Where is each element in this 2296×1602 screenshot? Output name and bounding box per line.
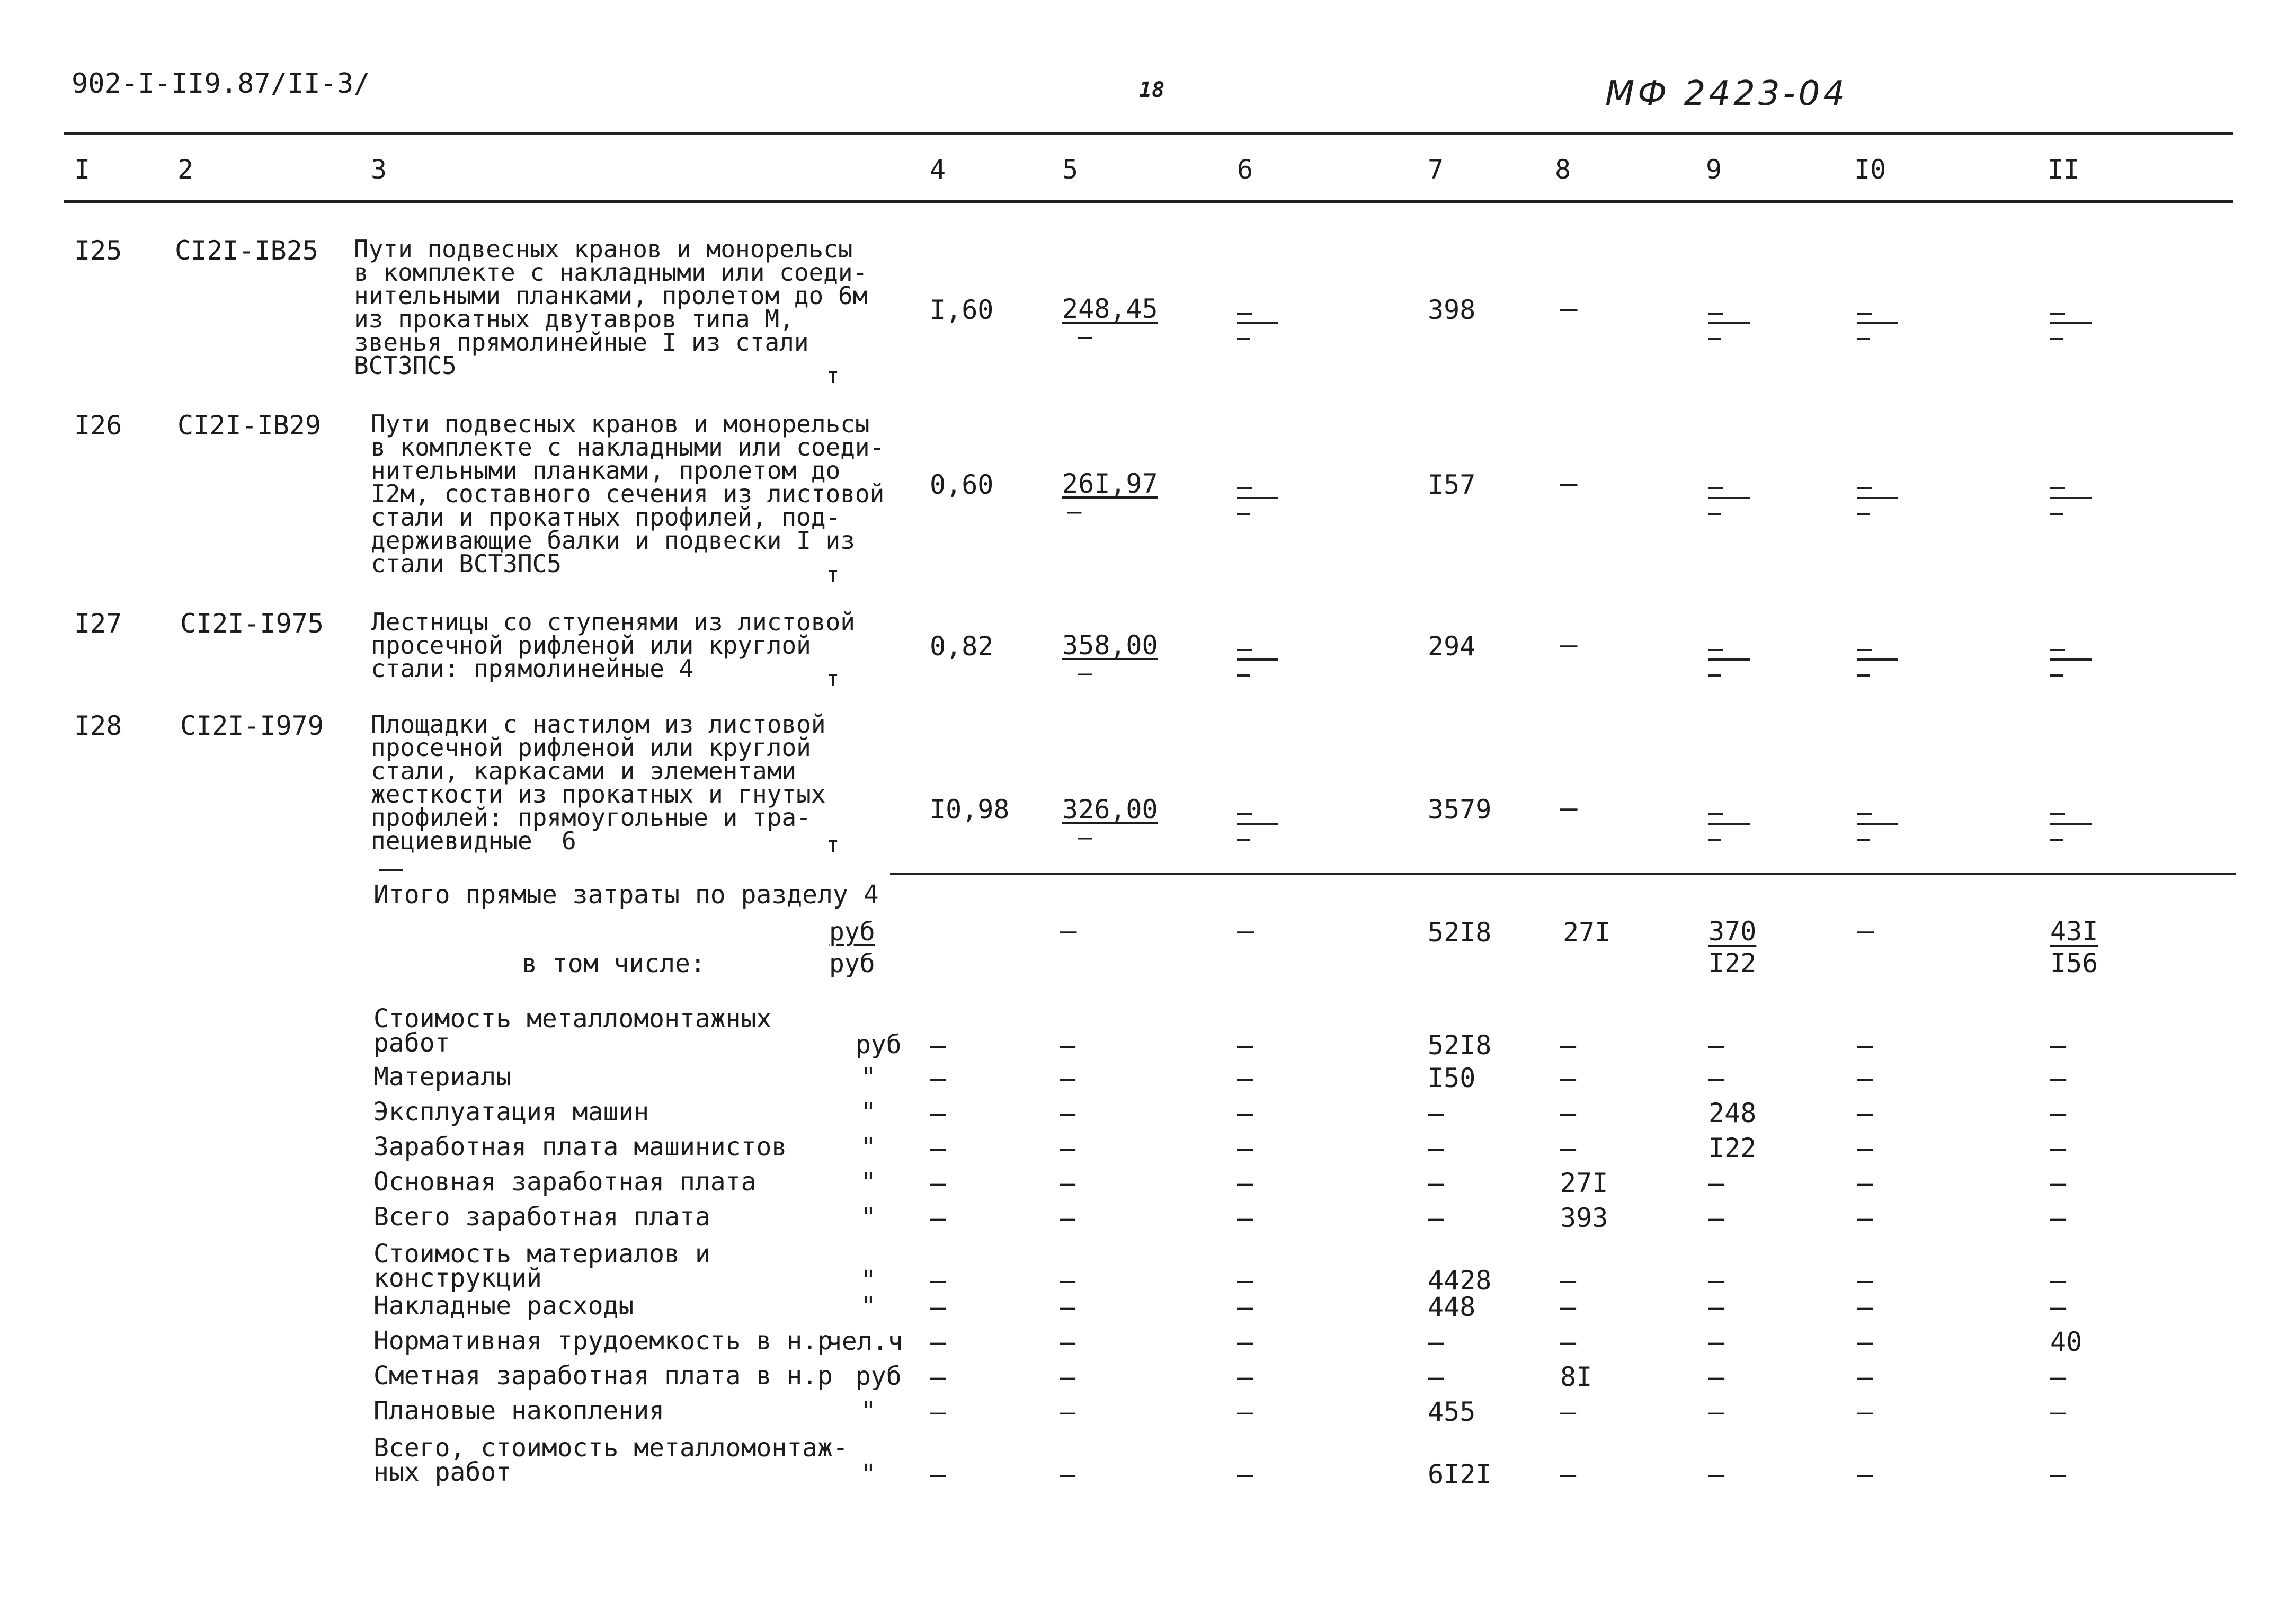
summary-c4: –: [930, 1292, 946, 1322]
row-col8-value: –: [1560, 628, 1578, 661]
row-price: 358,00 –: [1062, 630, 1158, 687]
summary-c7: 6I2I: [1428, 1459, 1492, 1490]
col-header-8: 8: [1555, 154, 1571, 185]
summary-c7: I50: [1428, 1063, 1476, 1093]
row-quantity: I,60: [930, 295, 994, 325]
handwritten-stamp: МФ 2423-04: [1605, 74, 1848, 113]
summary-c7: –: [1428, 1168, 1444, 1198]
summary-unit: ": [861, 1133, 876, 1162]
summary-c8: 393: [1560, 1203, 1608, 1233]
summary-c10: –: [1857, 1203, 1873, 1233]
row-col7-value: 398: [1428, 295, 1476, 325]
summary-label: Всего, стоимость металломонтаж- ных работ: [373, 1433, 848, 1487]
row-col8-value: –: [1560, 466, 1578, 500]
summary-c10: –: [1857, 1292, 1873, 1322]
row-description: Площадки с настилом из листовой просечной рифленой или круглой стали, каркасами и элементами жесткости из прокатных и гнутых профилей: прямоугольные и тра- пециевидные 6: [371, 710, 826, 855]
summary-c11: –: [2050, 1030, 2067, 1061]
row-quantity: I0,98: [930, 794, 1010, 825]
row-col7-value: I57: [1428, 469, 1476, 500]
summary-c4: –: [930, 1030, 946, 1061]
col-header-3: 3: [371, 154, 387, 185]
row-col11-fraction-dashes: [2050, 803, 2098, 845]
summary-c9: 248: [1708, 1098, 1757, 1128]
summary-c8: –: [1560, 1396, 1577, 1427]
summary-c8: –: [1560, 1292, 1577, 1322]
summary-c5: –: [1060, 1168, 1076, 1198]
summary-c10: –: [1857, 1133, 1873, 1163]
col-header-9: 9: [1706, 154, 1722, 185]
row-code: CI2I-IB29: [177, 410, 321, 441]
summary-c11: –: [2050, 1063, 2067, 1093]
summary-c4: –: [930, 1327, 946, 1357]
summary-c9: –: [1708, 1396, 1725, 1427]
summary-c7: 52I8: [1428, 1030, 1492, 1061]
summary-c5: –: [1060, 1265, 1076, 1296]
summary-c8: –: [1560, 1063, 1577, 1093]
summary-c5: –: [1060, 1396, 1076, 1427]
header-top-rule: [64, 132, 2233, 135]
total-col5: –: [1060, 914, 1077, 947]
row-price: 326,00 –: [1062, 794, 1158, 851]
summary-unit: ": [861, 1265, 876, 1295]
row-col11-fraction-dashes: [2050, 477, 2098, 519]
col-header-6: 6: [1237, 154, 1253, 185]
summary-c11: –: [2050, 1459, 2067, 1490]
summary-c9: –: [1708, 1063, 1725, 1093]
summary-c10: –: [1857, 1327, 1873, 1357]
col-header-5: 5: [1062, 154, 1079, 185]
summary-c6: –: [1237, 1063, 1253, 1093]
summary-c9: –: [1708, 1265, 1725, 1296]
summary-c4: –: [930, 1361, 946, 1392]
summary-c10: –: [1857, 1459, 1873, 1490]
summary-c5: –: [1060, 1030, 1076, 1061]
row-col7-value: 3579: [1428, 794, 1492, 825]
summary-c6: –: [1237, 1396, 1253, 1427]
summary-unit: руб: [856, 1030, 902, 1060]
summary-c7: 4428: [1428, 1265, 1492, 1296]
summary-unit: ": [861, 1063, 876, 1092]
summary-c9: –: [1708, 1292, 1725, 1322]
summary-c10: –: [1857, 1361, 1873, 1392]
row-col6-fraction-dashes: [1237, 803, 1285, 845]
row-number: I25: [74, 235, 122, 266]
short-rule-mark: [379, 869, 403, 871]
row-unit: т: [826, 364, 840, 388]
summary-c4: –: [930, 1265, 946, 1296]
summary-c11: –: [2050, 1265, 2067, 1296]
summary-unit: ": [861, 1098, 876, 1127]
row-col8-value: –: [1560, 291, 1578, 325]
row-description: Лестницы со ступенями из листовой просечной рифленой или круглой стали: прямолинейные 4: [371, 608, 855, 683]
row-col6-fraction-dashes: [1237, 302, 1285, 344]
row-col10-fraction-dashes: [1857, 803, 1905, 845]
summary-c6: –: [1237, 1265, 1253, 1296]
summary-c6: –: [1237, 1361, 1253, 1392]
summary-c8: –: [1560, 1133, 1577, 1163]
total-unit-bottom: руб: [829, 949, 875, 978]
summary-c5: –: [1060, 1098, 1076, 1128]
summary-c6: –: [1237, 1203, 1253, 1233]
summary-label: Накладные расходы: [373, 1291, 634, 1321]
row-number: I26: [74, 410, 122, 441]
col-header-2: 2: [177, 154, 194, 185]
row-col10-fraction-dashes: [1857, 477, 1905, 519]
summary-c7: –: [1428, 1203, 1444, 1233]
col-header-4: 4: [930, 154, 946, 185]
summary-c4: –: [930, 1459, 946, 1490]
summary-c10: –: [1857, 1030, 1873, 1061]
row-unit: т: [826, 667, 840, 691]
row-col8-value: –: [1560, 791, 1578, 824]
summary-label: Материалы: [373, 1062, 512, 1092]
summary-c9: I22: [1708, 1133, 1757, 1163]
summary-c5: –: [1060, 1327, 1076, 1357]
summary-label: Всего заработная плата: [373, 1202, 710, 1232]
header-bottom-rule: [64, 200, 2233, 203]
summary-c11: –: [2050, 1133, 2067, 1163]
row-col7-value: 294: [1428, 631, 1476, 662]
summary-c10: –: [1857, 1063, 1873, 1093]
section-rule: [890, 873, 2236, 875]
row-number: I27: [74, 608, 122, 639]
summary-c10: –: [1857, 1265, 1873, 1296]
summary-label: Заработная плата машинистов: [373, 1132, 787, 1162]
summary-c7: 448: [1428, 1292, 1476, 1322]
summary-c4: –: [930, 1133, 946, 1163]
total-col10: –: [1857, 914, 1874, 947]
summary-c4: –: [930, 1168, 946, 1198]
total-col7: 52I8: [1428, 917, 1492, 948]
summary-c5: –: [1060, 1292, 1076, 1322]
total-col9-fraction: $\frac{370}{I22}$: [1708, 916, 1757, 978]
row-unit: т: [826, 563, 840, 587]
summary-label: Нормативная трудоемкость в н.р: [373, 1326, 833, 1356]
summary-c5: –: [1060, 1361, 1076, 1392]
row-quantity: 0,82: [930, 631, 994, 662]
row-description: Пути подвесных кранов и монорельсы в комплекте с накладными или соеди- нительными планками, пролетом до 6м из прокатных двутавров типа М, звенья прямолинейные I из стали ВСТ3ПС5: [354, 235, 868, 380]
summary-c8: –: [1560, 1030, 1577, 1061]
row-quantity: 0,60: [930, 469, 994, 500]
summary-c9: –: [1708, 1327, 1725, 1357]
summary-c11: –: [2050, 1203, 2067, 1233]
summary-c7: –: [1428, 1098, 1444, 1128]
summary-c6: –: [1237, 1459, 1253, 1490]
row-code: CI2I-I979: [180, 710, 324, 741]
summary-c7: –: [1428, 1133, 1444, 1163]
row-col10-fraction-dashes: [1857, 638, 1905, 681]
summary-c6: –: [1237, 1133, 1253, 1163]
summary-c6: –: [1237, 1030, 1253, 1061]
row-col6-fraction-dashes: [1237, 477, 1285, 519]
summary-label: Основная заработная плата: [373, 1167, 757, 1197]
summary-c6: –: [1237, 1327, 1253, 1357]
row-col9-fraction-dashes: [1708, 803, 1756, 845]
summary-c9: –: [1708, 1203, 1725, 1233]
summary-c7: 455: [1428, 1396, 1476, 1427]
col-header-1: I: [74, 154, 91, 185]
summary-c10: –: [1857, 1168, 1873, 1198]
total-label: Итого прямые затраты по разделу 4: [373, 880, 879, 910]
summary-label: Стоимость металломонтажных работ: [373, 1004, 772, 1058]
summary-unit: чел.ч: [826, 1327, 903, 1356]
summary-unit: ": [861, 1203, 876, 1232]
row-price: 248,45 –: [1062, 293, 1158, 350]
summary-c11: –: [2050, 1361, 2067, 1392]
summary-c6: –: [1237, 1168, 1253, 1198]
summary-c11: –: [2050, 1396, 2067, 1427]
summary-unit: ": [861, 1396, 876, 1426]
total-unit-top: руб: [829, 917, 875, 947]
summary-c5: –: [1060, 1203, 1076, 1233]
row-col9-fraction-dashes: [1708, 302, 1756, 344]
summary-c6: –: [1237, 1098, 1253, 1128]
summary-c7: –: [1428, 1327, 1444, 1357]
total-col8: 27I: [1563, 917, 1611, 948]
summary-c10: –: [1857, 1098, 1873, 1128]
summary-c7: –: [1428, 1361, 1444, 1392]
summary-c6: –: [1237, 1292, 1253, 1322]
summary-c8: –: [1560, 1459, 1577, 1490]
row-col11-fraction-dashes: [2050, 638, 2098, 681]
summary-c9: –: [1708, 1168, 1725, 1198]
summary-c9: –: [1708, 1459, 1725, 1490]
row-col9-fraction-dashes: [1708, 638, 1756, 681]
row-col11-fraction-dashes: [2050, 302, 2098, 344]
summary-unit: руб: [856, 1361, 902, 1391]
summary-unit: ": [861, 1292, 876, 1321]
summary-c8: –: [1560, 1327, 1577, 1357]
summary-c11: –: [2050, 1098, 2067, 1128]
total-col6: –: [1237, 914, 1254, 947]
row-code: CI2I-I975: [180, 608, 324, 639]
total-col11-fraction: $\frac{43I}{I56}$: [2050, 916, 2098, 978]
summary-c8: 8I: [1560, 1361, 1592, 1392]
col-header-10: I0: [1854, 154, 1886, 185]
summary-c5: –: [1060, 1459, 1076, 1490]
summary-c9: –: [1708, 1361, 1725, 1392]
summary-unit: ": [861, 1459, 876, 1489]
summary-c4: –: [930, 1098, 946, 1128]
row-code: CI2I-IB25: [175, 235, 318, 266]
summary-c11: –: [2050, 1292, 2067, 1322]
document-code: 902-I-II9.87/II-3/: [72, 68, 370, 100]
total-sublabel: в том числе:: [522, 949, 706, 978]
col-header-7: 7: [1428, 154, 1444, 185]
row-col9-fraction-dashes: [1708, 477, 1756, 519]
summary-label: Плановые накопления: [373, 1396, 665, 1426]
row-unit: т: [826, 833, 840, 857]
col-header-11: II: [2048, 154, 2080, 185]
dash-fraction: [1237, 302, 1285, 340]
row-price: 26I,97 –: [1062, 468, 1158, 525]
summary-c9: –: [1708, 1030, 1725, 1061]
row-description: Пути подвесных кранов и монорельсы в комплекте с накладными или соеди- нительными планками, пролетом до I2м, составного сечения из листовой стали и прокатных профилей, под- держивающие балки и подвески I из стали ВСТ3ПС5: [371, 410, 885, 578]
summary-label: Стоимость материалов и конструкций: [373, 1239, 710, 1293]
summary-c11: 40: [2050, 1327, 2083, 1357]
summary-c4: –: [930, 1203, 946, 1233]
summary-c5: –: [1060, 1133, 1076, 1163]
summary-c8: –: [1560, 1098, 1577, 1128]
summary-c4: –: [930, 1396, 946, 1427]
summary-c8: –: [1560, 1265, 1577, 1296]
summary-label: Сметная заработная плата в н.р: [373, 1361, 833, 1391]
summary-c8: 27I: [1560, 1168, 1608, 1198]
summary-unit: ": [861, 1168, 876, 1197]
summary-c4: –: [930, 1063, 946, 1093]
page-number: 18: [1139, 78, 1165, 102]
row-col6-fraction-dashes: [1237, 638, 1285, 681]
summary-c10: –: [1857, 1396, 1873, 1427]
summary-c5: –: [1060, 1063, 1076, 1093]
row-number: I28: [74, 710, 122, 741]
summary-c11: –: [2050, 1168, 2067, 1198]
summary-label: Эксплуатация машин: [373, 1097, 649, 1127]
row-col10-fraction-dashes: [1857, 302, 1905, 344]
